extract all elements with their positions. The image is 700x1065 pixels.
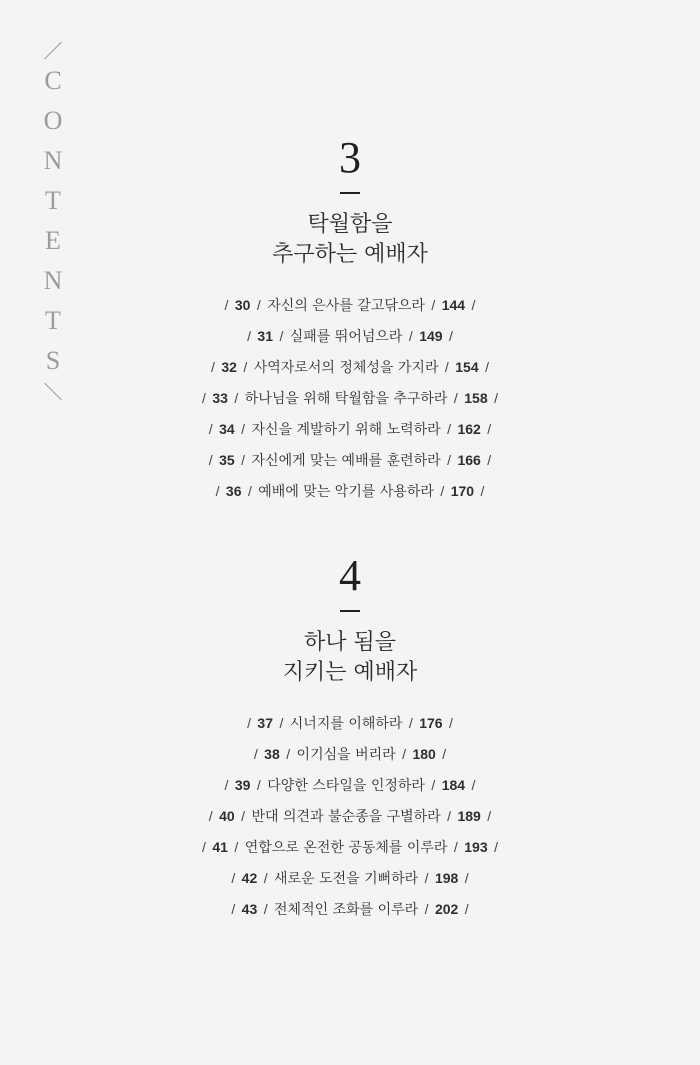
separator-slash: / [431,776,436,793]
chapter-title: 하나님을 위해 탁월함을 추구하라 [244,390,448,407]
section-divider [340,610,360,612]
separator-slash: / [408,714,413,731]
separator-slash: / [447,451,452,468]
chapter-number: 30 [234,296,251,313]
section-divider [340,192,360,194]
chapter-page: 198 [434,869,459,886]
chapter-page: 189 [457,807,481,824]
separator-slash: / [215,482,220,499]
chapter-number: 41 [212,838,228,855]
chapter-number: 31 [257,327,273,344]
chapter-page: 166 [457,451,481,468]
chapter-number: 39 [234,776,251,793]
sidebar-letter: C [44,66,62,95]
section-3 [0,134,700,507]
separator-slash: / [256,296,261,313]
separator-slash: / [494,389,498,406]
chapter-page: 184 [441,776,466,793]
separator-slash: / [241,451,246,468]
separator-slash: / [247,327,251,344]
chapter-item [0,708,700,739]
separator-slash: / [453,838,458,855]
chapter-item [0,739,700,770]
chapter-title: 자신에게 맞는 예배를 훈련하라 [251,452,441,469]
separator-slash: / [471,296,476,313]
sidebar-letter: O [43,106,63,135]
chapter-number: 43 [241,900,258,917]
separator-slash: / [424,869,429,886]
chapter-item [0,770,700,801]
sidebar-slash-top [44,42,62,60]
section-title-line1: 탁월함을 [307,211,393,237]
sidebar-letter: E [45,226,61,255]
separator-slash: / [431,296,436,313]
chapter-item [0,863,700,894]
separator-slash: / [247,482,252,499]
separator-slash: / [234,389,239,406]
chapter-item [0,832,700,863]
chapter-title: 예배에 맞는 악기를 사용하라 [258,483,434,500]
chapter-item [0,321,700,352]
separator-slash: / [402,745,407,762]
separator-slash: / [243,358,248,375]
chapter-page: 149 [419,327,443,344]
chapter-title: 반대 의견과 불순종을 구별하라 [251,808,441,825]
sidebar-letter: T [45,186,61,215]
separator-slash: / [208,420,213,437]
separator-slash: / [444,358,449,375]
chapter-item [0,445,700,476]
separator-slash: / [211,358,215,375]
chapter-item [0,352,700,383]
chapter-number: 40 [219,807,235,824]
chapter-list [0,290,700,507]
chapter-title: 다양한 스타일을 인정하라 [267,777,425,794]
section-title-line2: 지키는 예배자 [282,659,418,685]
chapter-item [0,290,700,321]
separator-slash: / [263,869,268,886]
separator-slash: / [208,807,213,824]
separator-slash: / [471,776,476,793]
chapter-page: 162 [457,420,481,437]
separator-slash: / [480,482,485,499]
separator-slash: / [464,869,469,886]
separator-slash: / [241,420,246,437]
chapter-page: 170 [450,482,475,499]
section-number: 4 [339,551,361,600]
separator-slash: / [241,807,246,824]
chapter-title: 사역자로서의 정체성을 가지라 [253,359,439,376]
separator-slash: / [224,296,229,313]
sidebar-letter: N [43,266,63,295]
chapter-page: 158 [464,389,488,406]
chapter-page: 154 [455,358,479,375]
sidebar-letter: T [45,306,61,335]
separator-slash: / [449,327,453,344]
separator-slash: / [485,358,489,375]
chapter-number: 38 [264,745,280,762]
separator-slash: / [487,420,492,437]
chapter-item [0,414,700,445]
chapter-page: 144 [441,296,466,313]
chapter-title: 새로운 도전을 기뻐하라 [274,870,419,887]
chapter-page: 180 [412,745,436,762]
chapter-number: 33 [212,389,228,406]
separator-slash: / [231,900,236,917]
chapter-title: 자신을 계발하기 위해 노력하라 [251,421,441,438]
section-title-line1: 하나 됨을 [303,629,396,655]
chapter-page: 202 [434,900,459,917]
separator-slash: / [464,900,469,917]
separator-slash: / [449,714,453,731]
chapter-number: 37 [257,714,273,731]
separator-slash: / [202,838,206,855]
separator-slash: / [224,776,229,793]
chapter-number: 32 [221,358,237,375]
separator-slash: / [408,327,413,344]
chapter-page: 193 [464,838,488,855]
chapter-item [0,894,700,925]
separator-slash: / [442,745,447,762]
chapter-item [0,801,700,832]
chapter-title: 연합으로 온전한 공동체를 이루라 [244,839,448,856]
chapter-number: 36 [225,482,242,499]
chapter-title: 실패를 뛰어넘으라 [289,328,403,345]
separator-slash: / [440,482,445,499]
separator-slash: / [234,838,239,855]
section-4 [0,552,700,925]
separator-slash: / [253,745,258,762]
separator-slash: / [279,714,284,731]
separator-slash: / [202,389,206,406]
chapter-number: 34 [219,420,235,437]
chapter-item [0,476,700,507]
separator-slash: / [208,451,213,468]
separator-slash: / [263,900,268,917]
separator-slash: / [447,807,452,824]
separator-slash: / [256,776,261,793]
sidebar-letter: N [43,146,63,175]
separator-slash: / [447,420,452,437]
section-number: 3 [339,133,361,182]
chapter-title: 전체적인 조화를 이루라 [274,901,419,918]
chapter-list [0,708,700,925]
separator-slash: / [453,389,458,406]
separator-slash: / [286,745,291,762]
chapter-title: 시너지를 이해하라 [289,715,403,732]
separator-slash: / [279,327,284,344]
chapter-title: 자신의 은사를 갈고닦으라 [267,297,425,314]
separator-slash: / [487,807,492,824]
separator-slash: / [487,451,492,468]
chapter-page: 176 [419,714,443,731]
sidebar-letter: S [45,346,61,375]
chapter-number: 35 [219,451,235,468]
separator-slash: / [231,869,236,886]
separator-slash: / [424,900,429,917]
chapter-number: 42 [241,869,258,886]
chapter-item [0,383,700,414]
separator-slash: / [494,838,498,855]
separator-slash: / [247,714,251,731]
section-title-line2: 추구하는 예배자 [272,241,428,267]
chapter-title: 이기심을 버리라 [296,746,396,763]
